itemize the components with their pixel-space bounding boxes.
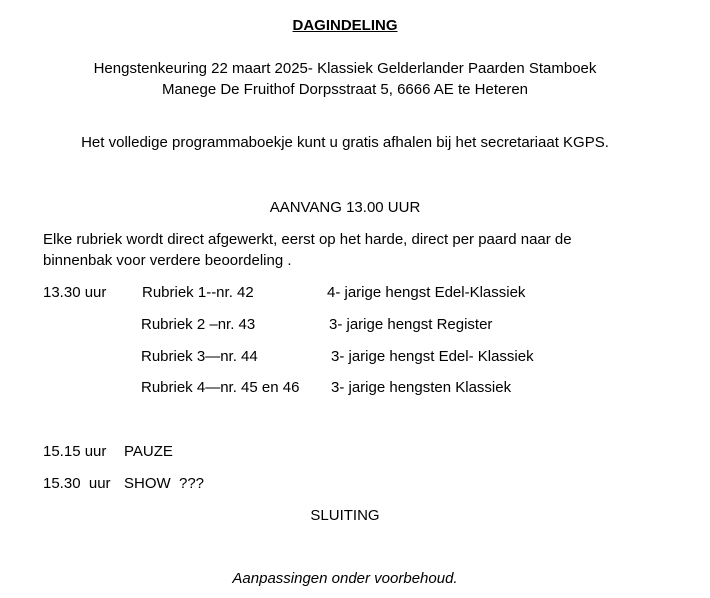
start-time: AANVANG 13.00 UUR — [269, 199, 421, 216]
footer-note: Aanpassingen onder voorbehoud. — [232, 570, 458, 587]
schedule-description-3: 3- jarige hengst Edel- Klassiek — [331, 348, 534, 365]
intro-line-2: binnenbak voor verdere beoordeling . — [43, 252, 292, 269]
schedule-description-4: 3- jarige hengsten Klassiek — [331, 379, 512, 396]
schedule-rubriek-4: Rubriek 4—nr. 45 en 46 — [141, 379, 300, 396]
show-label: SHOW ??? — [124, 475, 205, 492]
schedule-description-1: 4- jarige hengst Edel-Klassiek — [327, 284, 526, 301]
schedule-rubriek-2: Rubriek 2 –nr. 43 — [141, 316, 256, 333]
intro-line-1: Elke rubriek wordt direct afgewerkt, eerst op het harde, direct per paard naar de — [43, 231, 572, 248]
pause-label: PAUZE — [124, 443, 173, 460]
schedule-rubriek-1: Rubriek 1--nr. 42 — [142, 284, 254, 301]
event-line: Hengstenkeuring 22 maart 2025- Klassiek Gelderlander Paarden Stamboek — [93, 60, 597, 77]
venue-line: Manege De Fruithof Dorpsstraat 5, 6666 AE te Heteren — [161, 81, 529, 98]
schedule-rubriek-3: Rubriek 3—nr. 44 — [141, 348, 258, 365]
pause-time: 15.15 uur — [43, 443, 107, 460]
schedule-time-1: 13.30 uur — [43, 284, 107, 301]
schedule-description-2: 3- jarige hengst Register — [329, 316, 493, 333]
closing: SLUITING — [310, 507, 380, 524]
page-title: DAGINDELING — [292, 17, 398, 34]
booklet-note: Het volledige programmaboekje kunt u gratis afhalen bij het secretariaat KGPS. — [81, 134, 609, 151]
show-time: 15.30 uur — [43, 475, 111, 492]
